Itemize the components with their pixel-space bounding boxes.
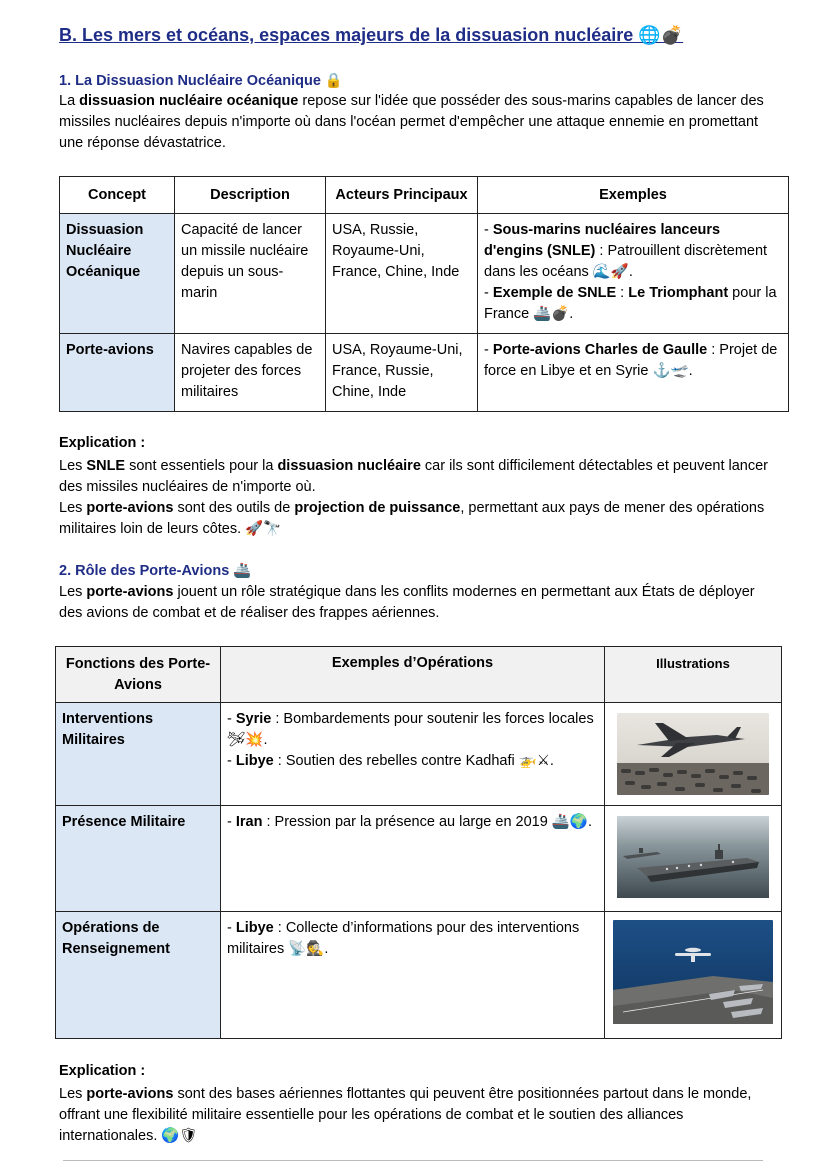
table-header-row [60,177,789,214]
surveillance-plane-image [613,920,773,1024]
intro-text-rest: repose sur l'idée que posséder des sous-marins capables de lancer des missiles nucléaires depuis n'importe où dans l'océan permet d'empêcher une attaque ennemie en promettant une réponse dévastatrice. [59,93,764,151]
row-acteurs: USA, Russie, Royaume-Uni, France, Chine, Inde [326,214,478,334]
header-illustrations: Illustrations [605,647,782,703]
page-bottom-divider [63,1160,763,1161]
row-illustration [605,703,782,806]
intro-bold: dissuasion nucléaire océanique [79,93,299,109]
explication2-text: Les porte-avions sont des bases aériennes flottantes qui peuvent être positionnées partout dans le monde, offrant une flexibilité militaire essentielle pour les opérations de combat et le soutien des alliances internationales. 🌍🛡 [59,1086,752,1144]
row-exemples: - Sous-marins nucléaires lanceurs d'engins (SNLE) : Patrouillent discrètement dans les océans 🌊🚀. - Exemple de SNLE : Le Triomphant pour la France 🚢💣. [478,214,789,334]
header-exemples-operations: Exemples d’Opérations [221,647,605,703]
fighter-jet-image [617,713,769,795]
row-illustration [605,806,782,912]
row-operations: - Iran : Pression par la présence au large en 2019 🚢🌍. [221,806,605,912]
row-operations: - Syrie : Bombardements pour soutenir les forces locales 🛩💥. - Libye : Soutien des rebelles contre Kadhafi 🚁⚔. [221,703,605,806]
explication2-label: Explication : [59,1063,146,1079]
header-acteurs: Acteurs Principaux [326,177,478,214]
header-fonctions: Fonctions des Porte-Avions [56,647,221,703]
row-concept: Porte-avions [60,334,175,412]
row-acteurs: USA, Royaume-Uni, France, Russie, Chine, Inde [326,334,478,412]
row-illustration [605,912,782,1039]
concepts-table [59,176,789,412]
header-exemples: Exemples [478,177,789,214]
section2-heading: 2. Rôle des Porte-Avions 🚢 [59,563,252,579]
row-fonction: Opérations de Renseignement [56,912,221,1039]
row-fonction: Présence Militaire [56,806,221,912]
table-header-row [56,647,782,703]
section2-intro: Les porte-avions jouent un rôle stratégique dans les conflits modernes en permettant aux États de déployer des avions de combat et de réaliser des frappes aériennes. [59,584,755,621]
row-description: Capacité de lancer un missile nucléaire depuis un sous-marin [175,214,326,334]
row-exemples: - Porte-avions Charles de Gaulle : Projet de force en Libye et en Syrie ⚓🛫. [478,334,789,412]
header-concept: Concept [60,177,175,214]
section1-heading: 1. La Dissuasion Nucléaire Océanique 🔒 [59,73,343,89]
table-row [56,912,782,1039]
intro-text: La [59,93,80,109]
section1-intro [59,91,779,154]
aircraft-carrier-image [613,816,773,898]
page-title: B. Les mers et océans, espaces majeurs de la dissuasion nucléaire 🌐💣 [59,25,684,45]
explication1-label: Explication : [59,435,146,451]
table-row [56,703,782,806]
explication1-text: Les SNLE sont essentiels pour la dissuasion nucléaire car ils sont difficilement détectables et peuvent lancer des missiles nucléaires de n'importe où. Les porte-avions sont des outils de projection de puissance, permettant aux pays de mener des opérations militaires loin de leurs côtes. 🚀🔭 [59,458,769,537]
row-concept: Dissuasion Nucléaire Océanique [60,214,175,334]
row-fonction: Interventions Militaires [56,703,221,806]
row-description: Navires capables de projeter des forces militaires [175,334,326,412]
table-row [60,334,789,412]
table-row [60,214,789,334]
header-description: Description [175,177,326,214]
table-row [56,806,782,912]
operations-table [55,646,782,1039]
row-operations: - Libye : Collecte d’informations pour des interventions militaires 📡🕵. [221,912,605,1039]
